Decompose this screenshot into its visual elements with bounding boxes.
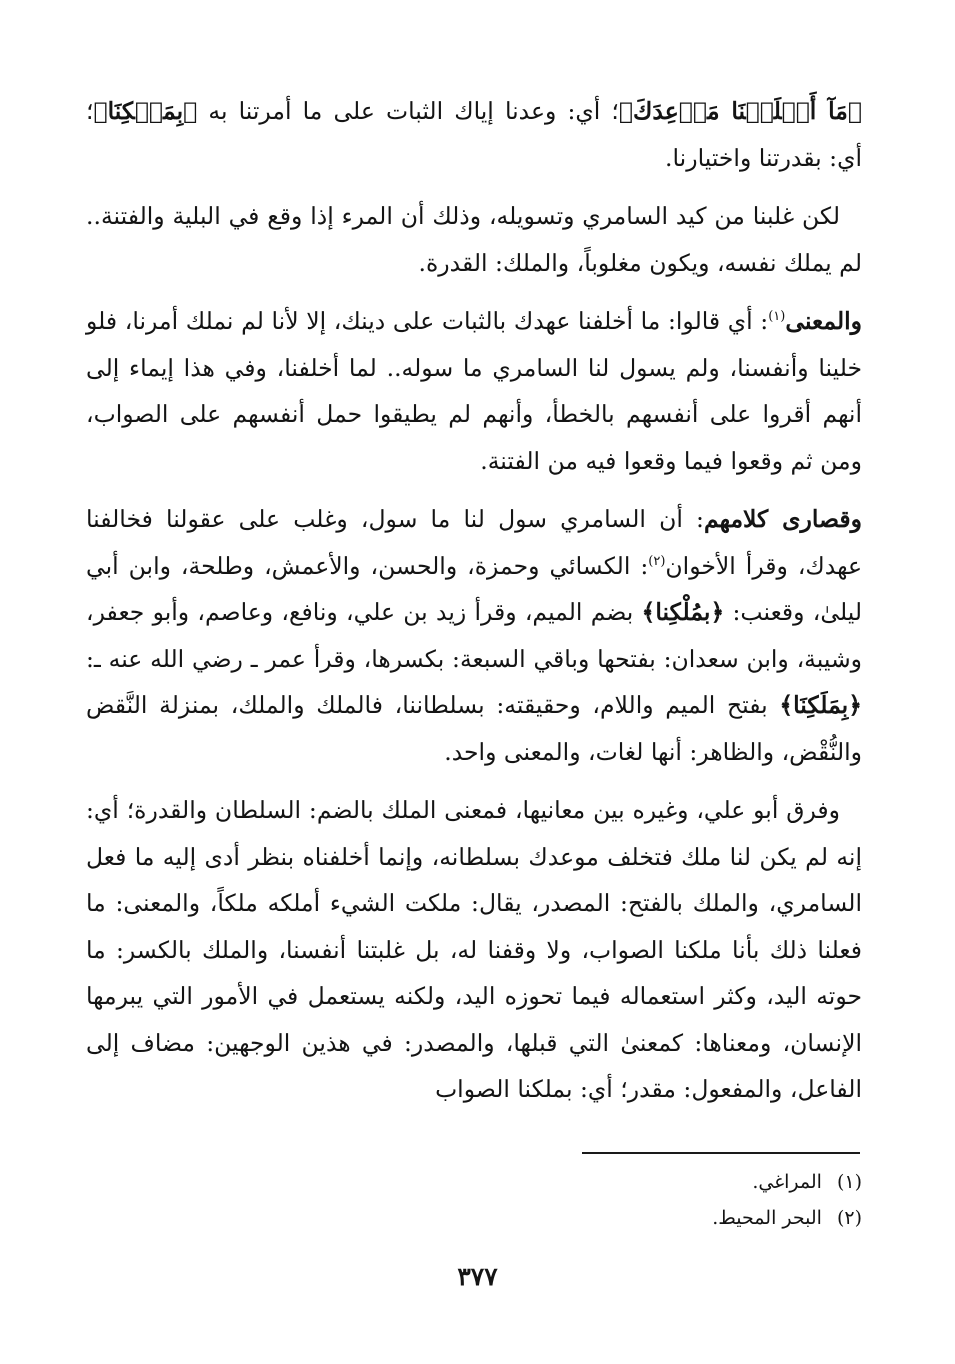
text-span: بفتح الميم واللام، وحقيقته: بسلطاننا، فالملك والملك، بمنزلة النَّقض والنُّقْض، والظاهر: أنها لغات، والمعنى واحد. (86, 691, 862, 766)
bold-heading: وقصارى كلامهم (703, 505, 862, 533)
bold-heading: والمعنى (785, 307, 862, 335)
text-span: وفرق أبو علي، وغيره بين معانيها، فمعنى الملك بالضم: السلطان والقدرة؛ أي: إنه لم يكن لنا ملك فتخلف موعدك بسلطانه، وإنما أخلفناه بنظر أدى إليه ما فعل السامري، والملك بالفتح: المصدر، يقال: ملكت الشيء أملكه ملكاً، والمعنى: ما فعلنا ذلك بأنا ملكنا الصواب، ولا وقفنا له، بل غلبتنا أنفسنا، والملك بالكسر: ما حوته اليد، وكثر استعماله فيما تحوزه اليد، ولكنه يستعمل في الأمور التي يبرمها الإنسان، ومعناها: كمعنىٰ التي قبلها، والمصدر: في هذين الوجهين: مضاف إلى الفاعل، والمفعول: مقدر؛ أي: بملكنا الصواب (86, 796, 862, 1103)
footnote-number: (٢) (836, 1207, 862, 1229)
footnote-divider (582, 1152, 860, 1154)
text-span: ؛ أي: بقدرتنا واختيارنا. (86, 97, 862, 172)
paragraph-1 (86, 88, 862, 181)
text-span: : أن السامري سول لنا ما سول، وغلب على عقولنا فخالفنا عهدك، وقرأ الأخوان (86, 505, 862, 580)
paragraph-3 (86, 298, 862, 484)
paragraph-2 (86, 193, 862, 286)
text-span: ؛ أي: وعدنا إياك الثبات على ما أمرتنا به (197, 97, 619, 125)
text-span: : أي قالوا: ما أخلفنا عهدك بالثبات على دينك، إلا لأنا لم نملك أمرنا، فلو خلينا وأنفسنا، ولم يسول لنا السامري ما سوله.. لما أخلفنا، وفي هذا إيماء إلى أنهم أقروا على أنفسهم بالخطأ، وأنهم لم يطيقوا حمل أنفسهم على الصواب، ومن ثم وقعوا فيما وقعوا فيه من الفتنة. (86, 307, 862, 475)
paragraph-4 (86, 496, 862, 775)
quran-quote: ﴿بِمَلَكِنَا﴾ (779, 691, 862, 719)
footnote-ref-2: (٢) (648, 553, 666, 569)
footnote-2 (86, 1200, 862, 1236)
paragraph-5 (86, 787, 862, 1113)
footnote-ref-1: (١) (768, 309, 786, 325)
footnotes (86, 1164, 862, 1236)
footnote-text: المراغي. (752, 1171, 822, 1193)
page-number: ٣٧٧ (457, 1262, 498, 1291)
text-span: بضم الميم، وقرأ زيد بن علي، ونافع، وعاصم، وأبو جعفر، وشيبة، وابن سعدان: بفتحها وباقي السبعة: بكسرها، وقرأ عمر ـ رضي الله عنه ـ: (86, 598, 862, 673)
page-body (86, 88, 862, 1125)
footnote-text: البحر المحيط. (712, 1207, 822, 1229)
quran-quote: ﴿بِمَلۡكِنَا﴾ (93, 97, 198, 125)
text-span: : الكسائي وحمزة، والحسن، والأعمش، وطلحة، وابن أبي ليلىٰ، وقعنب: (86, 551, 862, 626)
quran-quote: ﴿بمُلْكِنا﴾ (641, 598, 725, 626)
quran-quote: ﴿مَآ أَخۡلَفۡنَا مَوۡعِدَكَ﴾ (618, 97, 862, 125)
text-span: لكن غلبنا من كيد السامري وتسويله، وذلك أن المرء إذا وقع في البلية والفتنة.. لم يملك نفسه، ويكون مغلوباً، والملك: القدرة. (86, 202, 862, 277)
footnote-number: (١) (836, 1171, 862, 1193)
footnote-1 (86, 1164, 862, 1200)
